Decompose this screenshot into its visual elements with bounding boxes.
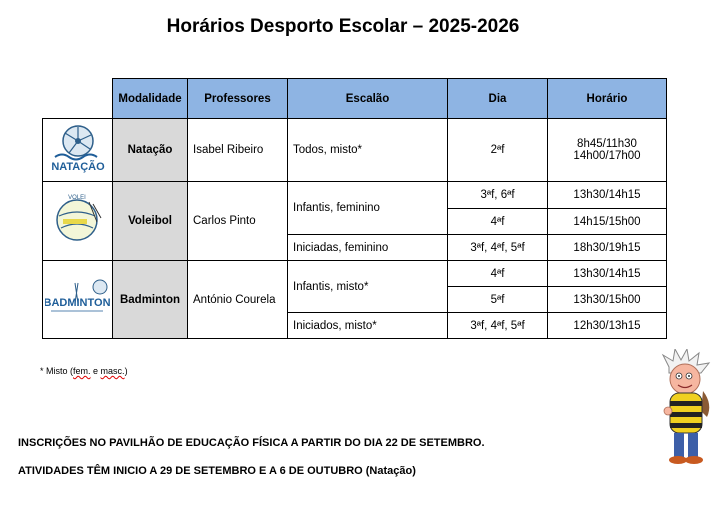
horario-cell bbox=[548, 119, 667, 182]
escalao-cell: Iniciados, misto* bbox=[288, 313, 448, 339]
escalao-cell: Infantis, misto* bbox=[288, 261, 448, 313]
horario-cell: 13h30/15h00 bbox=[548, 287, 667, 313]
natacao-logo bbox=[43, 119, 113, 182]
horario-line: 8h45/11h30 bbox=[577, 138, 637, 150]
table-row bbox=[43, 119, 667, 182]
blank-corner bbox=[43, 79, 113, 119]
dia-cell: 5ªf bbox=[448, 287, 548, 313]
registration-notice: INSCRIÇÕES NO PAVILHÃO DE EDUCAÇÃO FÍSICA A PARTIR DO DIA 22 DE SETEMBRO. bbox=[18, 437, 485, 449]
page-title: Horários Desporto Escolar – 2025-2026 bbox=[166, 16, 520, 37]
modalidade-voleibol: Voleibol bbox=[113, 182, 188, 261]
swimming-logo-icon bbox=[47, 121, 109, 177]
voleibol-logo-text: VOLEI bbox=[67, 194, 86, 201]
header-modalidade: Modalidade bbox=[113, 79, 188, 119]
horario-cell: 12h30/13h15 bbox=[548, 313, 667, 339]
natacao-logo-text: NATAÇÃO bbox=[50, 160, 105, 173]
start-date-notice: ATIVIDADES TÊM INICIO A 29 DE SETEMBRO E A 6 DE OUTUBRO (Natação) bbox=[18, 465, 416, 477]
dia-cell: 3ªf, 4ªf, 5ªf bbox=[448, 235, 548, 261]
escalao-cell: Infantis, feminino bbox=[288, 182, 448, 235]
header-escalao: Escalão bbox=[288, 79, 448, 119]
professor-natacao: Isabel Ribeiro bbox=[188, 119, 288, 182]
dia-cell: 3ªf, 4ªf, 5ªf bbox=[448, 313, 548, 339]
horario-cell: 18h30/19h15 bbox=[548, 235, 667, 261]
dia-cell: 4ªf bbox=[448, 209, 548, 235]
mascot-illustration bbox=[655, 349, 715, 471]
horario-line: 14h00/17h00 bbox=[573, 150, 641, 162]
modalidade-badminton: Badminton bbox=[113, 261, 188, 339]
dia-cell: 2ªf bbox=[448, 119, 548, 182]
escalao-cell: Iniciadas, feminino bbox=[288, 235, 448, 261]
horario-cell: 14h15/15h00 bbox=[548, 209, 667, 235]
badminton-logo bbox=[43, 261, 113, 339]
professor-badminton: António Courela bbox=[188, 261, 288, 339]
dia-cell: 3ªf, 6ªf bbox=[448, 182, 548, 209]
modalidade-natacao: Natação bbox=[113, 119, 188, 182]
dia-cell: 4ªf bbox=[448, 261, 548, 287]
badminton-logo-text: BADMINTON bbox=[44, 297, 111, 309]
schedule-table bbox=[42, 78, 667, 339]
table-row bbox=[43, 261, 667, 287]
header-horario: Horário bbox=[548, 79, 667, 119]
table-row bbox=[43, 182, 667, 209]
voleibol-logo bbox=[43, 182, 113, 261]
escalao-cell: Todos, misto* bbox=[288, 119, 448, 182]
professor-voleibol: Carlos Pinto bbox=[188, 182, 288, 261]
table-header-row bbox=[43, 79, 667, 119]
footnote: * Misto (fem. e masc.) bbox=[40, 366, 128, 376]
horario-cell: 13h30/14h15 bbox=[548, 182, 667, 209]
header-dia: Dia bbox=[448, 79, 548, 119]
volleyball-logo-icon bbox=[49, 192, 107, 248]
header-professores: Professores bbox=[188, 79, 288, 119]
badminton-logo-icon bbox=[45, 273, 111, 323]
horario-cell: 13h30/14h15 bbox=[548, 261, 667, 287]
